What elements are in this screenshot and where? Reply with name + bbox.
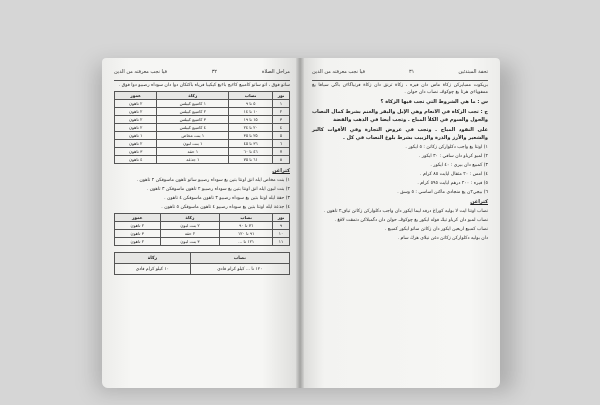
col-header: زكاة (115, 253, 191, 264)
table-row (115, 156, 290, 164)
cell: ٤ كامبيع كيبلس (157, 124, 229, 132)
cell: ٧ (273, 148, 290, 156)
cell: ١٠ (273, 230, 290, 238)
right-notes-heading: كتراغن (470, 199, 488, 205)
cell: ٣٦ تا ٤٥ (229, 140, 273, 148)
table-row (115, 230, 290, 238)
cell: ٢٥ تا ٣٥ (229, 132, 273, 140)
cell: ٨ (273, 156, 290, 164)
question-line: س : ما هي الشروط التي تجب فيها الزكاة ؟ (380, 99, 488, 105)
list-item: ٣) كمبيع دان بيري : ٤٠ ايكور . (430, 163, 488, 168)
note-line: نصاب لمبو دان كرباو تيڬ فوله ايكور يغ چوکوڤ حولڽ دان دڬمبلاكن دتمڤت لاڤڠ . (334, 218, 488, 223)
col-header: نصاب (190, 253, 289, 264)
cell: ٢ تاهون (115, 140, 157, 148)
cell: ٦ (273, 140, 290, 148)
cell: ٤ تاهون (115, 156, 157, 164)
cell: ٩ (273, 222, 290, 230)
cell: ٧٦ تا ٩٠ (220, 222, 273, 230)
list-item: ٤) امس : ٢٠ مثقال ايايت ٨٥ كرام . (420, 172, 488, 177)
note-line: ١) بنت مخاض ايله انق اونتا بتين يغ سوداه رصبيو ساتو تاهون ماسوقكن ٢ تاهون . (136, 178, 290, 183)
cell: ٢ تاهون (115, 116, 157, 124)
col-header: عمور (115, 214, 161, 222)
col-header: زكاة (160, 214, 220, 222)
cell: ٢ تاهون (115, 124, 157, 132)
cell: ٢ حقة (160, 230, 220, 238)
cell: ٢ كامبيع كيبلس (157, 108, 229, 116)
cell: ٢ تاهون (115, 238, 161, 246)
cell: ٥ (273, 132, 290, 140)
cell: ٣ بنت لبون (160, 238, 220, 246)
cell: ١٠ تا ١٤ (229, 108, 273, 116)
cell: ١٠ كيلو كرام فادي (115, 264, 191, 275)
note-line: ٤) جذعة ايله اونتا بتين يغ سوداه رصبيو ٤ تاهون ماسوقكن ٥ تاهون . (161, 205, 290, 210)
cell: ٩١ تا ١٢٠ (220, 230, 273, 238)
list-item: ٦) بيجي٢ن يغ منجادي ماکنن اساسي : ٥ وسق . (397, 190, 488, 195)
answer-line: ج : تجب الزكاة في الانعام وهي الإبل والبقر والغنم بشرط كمال النصاب والحول والسوم في الكلأ المباح . وتجب أيضا في الذهب والفضة (312, 109, 488, 123)
cell: ٢ بنت لبون (160, 222, 220, 230)
right-header-subtitle: تحفة المبتدئين (458, 69, 488, 75)
left-header-title: فيا نجب معرفته من الدين (114, 69, 167, 75)
note-line: نصاب كمبيع اربعين ايكور دان زكاتڽ ساتو ايكور كمبيع . (384, 227, 488, 232)
list-item: ٥) فيره : ٢٠٠ درهم ايايت ٥٩٥ كرام . (417, 181, 488, 186)
cell: ٦١ تا ٧٥ (229, 156, 273, 164)
left-intro: ساتو فوق ، اتو ساتو كامبيع كاءيج باءيغ كيكيبا فرياه باكتكان دوا دان سوداه رصبيو دوا فوق . (118, 83, 290, 88)
left-header-subtitle: مراحل الصلاة (261, 69, 290, 75)
cell: ٣ كامبيع كيبلس (157, 116, 229, 124)
answer-line: على النقود المباح . وتجب في عروض التجارة وفي الأقوات كالبر والشعير والأرز والذرة والزبيب بشرط بلوغ النصاب في كل . (312, 127, 488, 141)
zakat-table-1 (114, 91, 290, 164)
cell: ١ كامبيع كيبلس (157, 100, 229, 108)
summary-table (114, 252, 290, 275)
col-header: نور (273, 214, 290, 222)
cell: ٣ تاهون (115, 230, 161, 238)
cell: ٢ (273, 108, 290, 116)
table-row (115, 222, 290, 230)
cell: ١ (273, 100, 290, 108)
col-header: عمور (115, 92, 157, 100)
note-line: ٢) بنت لبون ايله انق اونتا بتين يغ سوداه رصبيو ٢ تاهون ماسوقكن ٣ تاهون . (146, 187, 290, 192)
right-page (300, 58, 500, 388)
col-header: نصاب (220, 214, 273, 222)
table-row (115, 100, 290, 108)
cell: ١ جذعة (157, 156, 229, 164)
cell: ١ تاهون (115, 132, 157, 140)
table-row (115, 140, 290, 148)
right-header-title: فيا نجب معرفته من الدين (312, 69, 365, 75)
left-page (102, 58, 302, 388)
cell: ١٥ تا ١٩ (229, 116, 273, 124)
list-item: ٢) لمبو كرباو دان سافي : ٣٠ ايكور . (419, 154, 488, 159)
col-header: نور (273, 92, 290, 100)
cell: ٤٦ تا ٦٠ (229, 148, 273, 156)
table-row (115, 132, 290, 140)
cell: ٢ تاهون (115, 108, 157, 116)
book-gutter (296, 58, 304, 388)
table-row (115, 108, 290, 116)
cell: ١ حقة (157, 148, 229, 156)
list-item: ١) اونتا يغ واجب دكلواركن زكاتڽ : ٥ ايكور . (405, 145, 488, 150)
cell: ١ بنت لبون (157, 140, 229, 148)
left-page-number: ٣٢ (211, 69, 218, 75)
table-row (115, 148, 290, 156)
table-row (115, 124, 290, 132)
cell: ٥ تا ٩ (229, 100, 273, 108)
note-line: ٣) حقة ايله اونتا بتين يغ سوداه رصبيو ٣ تاهون ماسوقكن ٤ تاهون . (164, 196, 290, 201)
cell: ١ بنت مخاض (157, 132, 229, 140)
right-page-header (312, 66, 488, 81)
zakat-table-2 (114, 213, 290, 246)
cell: ٢ تاهون (115, 100, 157, 108)
cell: ٤ (273, 124, 290, 132)
note-line: دان بوليه دكلواركن زكاتڽ دغن نيلاي هرڬ سام . (397, 236, 488, 241)
cell: ٣ تاهون (115, 148, 157, 156)
right-page-number: ٣١ (409, 69, 415, 75)
cell: ٢٠ تا ٢٤ (229, 124, 273, 132)
left-page-body (114, 82, 290, 380)
cell: ٢ تاهون (115, 222, 161, 230)
cell: ١٢١ تا ... (220, 238, 273, 246)
cell: ١٢٠ تا ... كيلو كرام فادي (190, 264, 289, 275)
col-header: نصاب (229, 92, 273, 100)
left-page-header (114, 66, 290, 81)
right-intro: بريكوت ممبايركن زكاة ماس دان فيره ، زكاة ترنق دان زكاة فرنياڬاءن باڬي سيافا يغ ممفوڽاءي هرتا يغ چوکوڤ نصاب دان حولڽ . (312, 83, 488, 95)
cell: ١١ (273, 238, 290, 246)
table-row (115, 264, 290, 275)
right-page-body (312, 82, 488, 380)
left-notes-heading: كتراغن (272, 168, 290, 174)
table-row (115, 116, 290, 124)
table-row (115, 238, 290, 246)
note-line: نصاب اونتا ايت لا بوليه كوراغ درفد ليما ايكور دان واجب دكلواركن زكاتڽ تياف٢ تاهون . (323, 209, 488, 214)
col-header: زكاة (157, 92, 229, 100)
cell: ٣ (273, 116, 290, 124)
